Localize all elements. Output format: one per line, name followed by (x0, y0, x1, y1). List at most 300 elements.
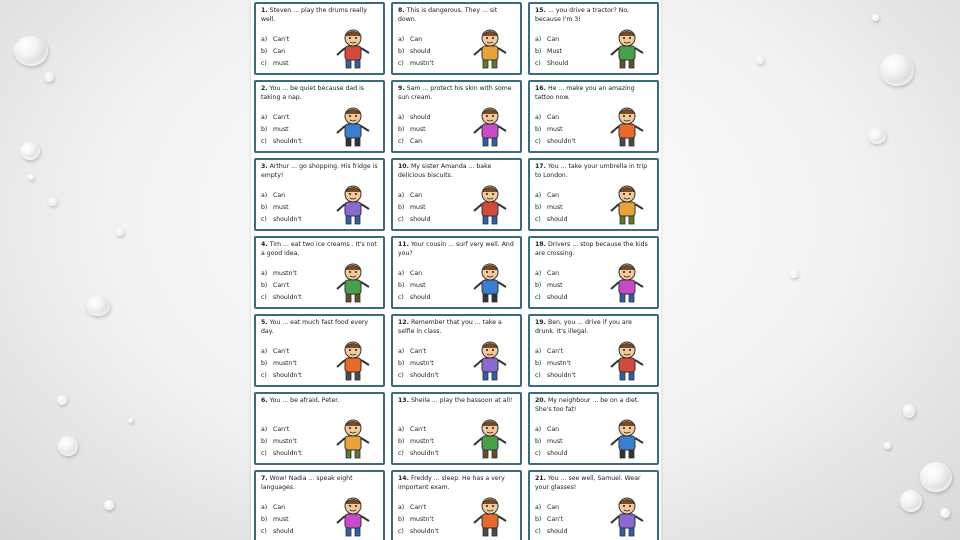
answer-option[interactable] (398, 214, 458, 226)
question-sentence: You ... take your umbrella in trip to London. (535, 163, 648, 179)
option-letter: b) (261, 126, 268, 133)
answer-option[interactable] (261, 526, 321, 538)
option-text: Should (547, 60, 569, 67)
option-text: should (410, 294, 431, 301)
option-text: Can (547, 36, 560, 43)
answer-option[interactable] (261, 358, 321, 370)
option-letter: a) (398, 348, 405, 355)
option-text: must (410, 126, 426, 133)
option-text: must (547, 438, 563, 445)
option-text: must (547, 204, 563, 211)
student-bed-icon (464, 495, 516, 537)
water-drop-icon (903, 404, 915, 418)
option-letter: b) (398, 516, 405, 523)
option-text: shouldn't (547, 372, 576, 379)
exercise-card (391, 314, 522, 387)
exercise-card (391, 236, 522, 309)
answer-option[interactable] (261, 346, 321, 358)
question-sentence: Arthur ... go shopping. His fridge is empty! (261, 163, 378, 179)
option-letter: c) (261, 372, 267, 379)
answer-option[interactable] (535, 526, 595, 538)
option-letter: c) (398, 138, 404, 145)
option-text: Can't (273, 282, 290, 289)
question-number: 20. (535, 397, 546, 404)
option-text: must (547, 126, 563, 133)
exercise-card (391, 2, 522, 75)
speaking-girl-icon (327, 495, 379, 537)
exercise-card (254, 158, 385, 231)
answer-option[interactable] (398, 34, 458, 46)
answer-options (398, 346, 458, 382)
question-number: 1. (261, 7, 268, 14)
option-letter: b) (535, 126, 542, 133)
option-text: mustn't (273, 360, 297, 367)
option-letter: c) (261, 294, 267, 301)
answer-options (535, 34, 595, 70)
option-letter: c) (261, 528, 267, 535)
water-drop-icon (58, 436, 78, 456)
option-letter: c) (535, 294, 541, 301)
water-drop-icon (790, 270, 798, 278)
option-letter: b) (398, 282, 405, 289)
answer-option[interactable] (261, 280, 321, 292)
option-text: Can (410, 36, 423, 43)
option-text: should (547, 216, 568, 223)
question-sentence: Drivers ... stop because the kids are crossing. (535, 241, 648, 257)
answer-option[interactable] (535, 46, 595, 58)
tattoo-man-icon (601, 105, 653, 147)
answer-option[interactable] (535, 112, 595, 124)
question-number: 19. (535, 319, 546, 326)
option-letter: b) (535, 516, 542, 523)
answer-option[interactable] (261, 202, 321, 214)
question-sentence: You ... see well, Samuel. Wear your glasses! (535, 475, 641, 491)
option-text: must (410, 282, 426, 289)
option-letter: b) (261, 204, 268, 211)
answer-option[interactable] (398, 124, 458, 136)
option-text: should (410, 216, 431, 223)
option-text: Can (410, 138, 423, 145)
question-sentence: Ben, you ... drive if you are drunk. It's illegal. (535, 319, 632, 335)
option-letter: c) (535, 216, 541, 223)
option-text: must (410, 204, 426, 211)
exercise-card (528, 158, 659, 231)
answer-option[interactable] (398, 346, 458, 358)
option-text: shouldn't (273, 450, 302, 457)
exercise-card (254, 392, 385, 465)
answer-option[interactable] (398, 448, 458, 460)
option-text: Can't (547, 516, 564, 523)
water-drop-icon (128, 418, 133, 423)
exercise-card (391, 158, 522, 231)
option-letter: b) (535, 204, 542, 211)
question-number: 3. (261, 163, 268, 170)
option-letter: c) (535, 528, 541, 535)
option-letter: b) (535, 48, 542, 55)
sunbather-icon (464, 105, 516, 147)
answer-options (535, 190, 595, 226)
option-letter: c) (398, 528, 404, 535)
answer-option[interactable] (398, 136, 458, 148)
answer-option[interactable] (535, 502, 595, 514)
option-letter: a) (261, 426, 268, 433)
question-sentence: Sam ... protect his skin with some sun cream. (398, 85, 512, 101)
water-drop-icon (86, 296, 110, 316)
answer-option[interactable] (535, 190, 595, 202)
answer-option[interactable] (261, 136, 321, 148)
exercise-card (254, 236, 385, 309)
fridge-icon (327, 183, 379, 225)
option-letter: c) (398, 60, 404, 67)
option-letter: a) (535, 36, 542, 43)
car-roof-icon (464, 27, 516, 69)
option-text: shouldn't (547, 138, 576, 145)
option-text: should (547, 294, 568, 301)
answer-option[interactable] (261, 190, 321, 202)
option-letter: b) (398, 438, 405, 445)
answer-option[interactable] (261, 58, 321, 70)
selfie-girl-icon (464, 339, 516, 381)
water-drop-icon (880, 54, 914, 86)
option-text: must (273, 516, 289, 523)
answer-option[interactable] (535, 214, 595, 226)
baker-girl-icon (464, 183, 516, 225)
answer-options (261, 112, 321, 148)
water-drop-icon (756, 56, 764, 64)
answer-option[interactable] (261, 514, 321, 526)
water-drop-icon (884, 442, 891, 449)
crossing-guard-icon (601, 261, 653, 303)
answer-options (398, 502, 458, 538)
exercise-card (391, 392, 522, 465)
rain-man-icon (601, 183, 653, 225)
question-sentence: My sister Amanda ... bake delicious biscuits. (398, 163, 492, 179)
option-letter: b) (398, 48, 405, 55)
option-letter: a) (535, 504, 542, 511)
water-drop-icon (940, 508, 950, 518)
option-letter: c) (535, 138, 541, 145)
answer-option[interactable] (398, 514, 458, 526)
option-text: shouldn't (273, 138, 302, 145)
option-letter: c) (535, 372, 541, 379)
question-sentence: Steven ... play the drums really well. (261, 7, 367, 23)
answer-option[interactable] (261, 292, 321, 304)
option-letter: a) (261, 504, 268, 511)
water-drop-icon (48, 197, 57, 206)
water-drop-icon (900, 490, 922, 512)
answer-option[interactable] (398, 424, 458, 436)
option-letter: c) (261, 60, 267, 67)
water-drop-icon (116, 228, 124, 236)
exercise-card (528, 314, 659, 387)
option-text: Can (410, 192, 423, 199)
sleeping-man-icon (327, 105, 379, 147)
question-sentence: Your cousin ... surf very well. And you? (398, 241, 514, 257)
question-number: 4. (261, 241, 268, 248)
option-letter: c) (535, 60, 541, 67)
question-number: 15. (535, 7, 546, 14)
option-text: should (547, 450, 568, 457)
option-text: must (547, 282, 563, 289)
option-letter: c) (398, 216, 404, 223)
option-text: Can (273, 48, 286, 55)
answer-options (261, 268, 321, 304)
answer-option[interactable] (261, 124, 321, 136)
answer-option[interactable] (535, 448, 595, 460)
answer-options (535, 424, 595, 460)
water-drop-icon (57, 395, 67, 405)
answer-option[interactable] (261, 424, 321, 436)
option-letter: c) (398, 372, 404, 379)
option-letter: a) (398, 426, 405, 433)
option-text: Can't (273, 426, 290, 433)
answer-option[interactable] (535, 514, 595, 526)
option-letter: a) (261, 192, 268, 199)
option-letter: a) (398, 270, 405, 277)
option-text: Can't (273, 36, 290, 43)
question-number: 11. (398, 241, 409, 248)
answer-options (261, 346, 321, 382)
option-letter: b) (535, 282, 542, 289)
question-number: 8. (398, 7, 405, 14)
question-number: 16. (535, 85, 546, 92)
option-text: shouldn't (410, 372, 439, 379)
answer-options (398, 268, 458, 304)
option-text: Can (547, 270, 560, 277)
answer-option[interactable] (261, 34, 321, 46)
water-drop-icon (20, 142, 40, 160)
option-letter: b) (535, 360, 542, 367)
answer-option[interactable] (535, 136, 595, 148)
answer-option[interactable] (398, 280, 458, 292)
answer-options (398, 190, 458, 226)
answer-option[interactable] (535, 124, 595, 136)
option-letter: a) (398, 114, 405, 121)
answer-option[interactable] (398, 436, 458, 448)
option-letter: b) (398, 204, 405, 211)
diet-woman-icon (601, 417, 653, 459)
option-text: Can't (410, 348, 427, 355)
question-number: 6. (261, 397, 268, 404)
option-letter: a) (261, 114, 268, 121)
answer-option[interactable] (398, 358, 458, 370)
option-text: Can (547, 114, 560, 121)
option-letter: a) (535, 270, 542, 277)
water-drop-icon (14, 36, 48, 66)
answer-options (398, 424, 458, 460)
option-letter: c) (535, 450, 541, 457)
option-letter: b) (398, 126, 405, 133)
question-number: 21. (535, 475, 546, 482)
question-number: 18. (535, 241, 546, 248)
option-letter: a) (398, 504, 405, 511)
exercise-card (528, 80, 659, 153)
water-drop-icon (44, 72, 54, 82)
option-text: mustn't (410, 360, 434, 367)
question-number: 12. (398, 319, 409, 326)
water-drop-icon (28, 174, 34, 180)
exercise-card (528, 2, 659, 75)
answer-option[interactable] (261, 502, 321, 514)
option-text: Can (273, 192, 286, 199)
option-letter: b) (535, 438, 542, 445)
answer-option[interactable] (261, 448, 321, 460)
eye-chart-boy-icon (601, 495, 653, 537)
option-text: Can't (273, 114, 290, 121)
answer-option[interactable] (535, 280, 595, 292)
option-letter: a) (261, 348, 268, 355)
question-number: 5. (261, 319, 268, 326)
question-number: 9. (398, 85, 405, 92)
question-sentence: Wow! Nadia ... speak eight languages. (261, 475, 353, 491)
option-letter: c) (261, 450, 267, 457)
option-text: mustn't (410, 516, 434, 523)
tractor-icon (601, 27, 653, 69)
answer-option[interactable] (535, 202, 595, 214)
option-text: shouldn't (410, 450, 439, 457)
option-letter: c) (261, 138, 267, 145)
option-text: Can (410, 270, 423, 277)
answer-option[interactable] (535, 370, 595, 382)
answer-option[interactable] (398, 202, 458, 214)
answer-options (261, 502, 321, 538)
answer-option[interactable] (398, 292, 458, 304)
answer-options (261, 34, 321, 70)
option-text: mustn't (273, 438, 297, 445)
option-letter: b) (261, 48, 268, 55)
option-text: Can't (273, 348, 290, 355)
question-number: 2. (261, 85, 268, 92)
exercise-card (254, 470, 385, 540)
exercise-card (528, 236, 659, 309)
option-text: should (410, 48, 431, 55)
answer-option[interactable] (261, 46, 321, 58)
option-text: Can (547, 192, 560, 199)
answer-option[interactable] (535, 58, 595, 70)
answer-option[interactable] (398, 58, 458, 70)
question-sentence: My neighbour ... be on a diet. She's too fat! (535, 397, 640, 413)
water-drop-icon (920, 462, 952, 492)
answer-options (398, 34, 458, 70)
answer-option[interactable] (261, 214, 321, 226)
option-text: must (273, 126, 289, 133)
option-text: shouldn't (273, 216, 302, 223)
exercise-card (391, 80, 522, 153)
answer-option[interactable] (398, 370, 458, 382)
answer-options (261, 190, 321, 226)
question-sentence: Sheila ... play the bassoon at all! (410, 397, 513, 404)
question-number: 7. (261, 475, 268, 482)
option-letter: a) (398, 36, 405, 43)
option-letter: a) (261, 36, 268, 43)
answer-options (398, 112, 458, 148)
option-letter: a) (261, 270, 268, 277)
answer-option[interactable] (398, 268, 458, 280)
question-sentence: He ... make you an amazing tattoo now. (535, 85, 635, 101)
answer-option[interactable] (261, 112, 321, 124)
drummer-icon (327, 27, 379, 69)
answer-option[interactable] (398, 46, 458, 58)
option-letter: b) (261, 438, 268, 445)
water-drop-icon (104, 500, 114, 510)
option-text: mustn't (410, 438, 434, 445)
question-sentence: You ... be quiet because dad is taking a nap. (261, 85, 365, 101)
exercise-card (254, 314, 385, 387)
answer-options (535, 346, 595, 382)
water-drop-icon (872, 14, 879, 21)
question-sentence: You ... eat much fast food every day. (261, 319, 369, 335)
answer-options (535, 112, 595, 148)
exercise-card (254, 80, 385, 153)
option-text: mustn't (410, 60, 434, 67)
answer-option[interactable] (261, 268, 321, 280)
answer-option[interactable] (535, 436, 595, 448)
option-text: Can't (410, 426, 427, 433)
option-text: must (273, 60, 289, 67)
option-text: mustn't (547, 360, 571, 367)
answer-option[interactable] (535, 268, 595, 280)
answer-options (535, 268, 595, 304)
option-text: shouldn't (273, 372, 302, 379)
option-letter: b) (261, 282, 268, 289)
option-letter: a) (398, 192, 405, 199)
red-car-icon (601, 339, 653, 381)
question-sentence: Remember that you ... take a selfie in class. (398, 319, 502, 335)
question-sentence: Tim ... eat two ice creams . It's not a good idea. (261, 241, 377, 257)
answer-option[interactable] (398, 526, 458, 538)
answer-option[interactable] (398, 502, 458, 514)
option-letter: a) (535, 426, 542, 433)
answer-option[interactable] (535, 34, 595, 46)
option-text: should (410, 114, 431, 121)
fast-food-man-icon (327, 339, 379, 381)
question-number: 13. (398, 397, 409, 404)
answer-option[interactable] (535, 346, 595, 358)
option-text: mustn't (273, 270, 297, 277)
exercise-card (254, 2, 385, 75)
ice-cream-boy-icon (327, 261, 379, 303)
answer-option[interactable] (398, 190, 458, 202)
question-number: 10. (398, 163, 409, 170)
option-letter: a) (535, 114, 542, 121)
option-letter: c) (398, 450, 404, 457)
question-sentence: ... you drive a tractor? No, because I'm 3! (535, 7, 630, 23)
option-text: shouldn't (273, 294, 302, 301)
exercise-card (528, 470, 659, 540)
option-text: Can't (547, 348, 564, 355)
option-text: should (273, 528, 294, 535)
answer-option[interactable] (535, 358, 595, 370)
answer-option[interactable] (535, 424, 595, 436)
answer-option[interactable] (535, 292, 595, 304)
scared-boy-icon (327, 417, 379, 459)
answer-option[interactable] (261, 436, 321, 448)
option-letter: a) (535, 192, 542, 199)
question-sentence: You ... be afraid, Peter. (269, 397, 340, 404)
exercise-card (528, 392, 659, 465)
option-text: Can't (410, 504, 427, 511)
option-text: should (547, 528, 568, 535)
worksheet-page (251, 0, 661, 540)
option-letter: c) (261, 216, 267, 223)
option-letter: b) (261, 516, 268, 523)
answer-option[interactable] (398, 112, 458, 124)
answer-option[interactable] (261, 370, 321, 382)
answer-options (535, 502, 595, 538)
bassoon-girl-icon (464, 417, 516, 459)
surfer-icon (464, 261, 516, 303)
option-text: shouldn't (410, 528, 439, 535)
